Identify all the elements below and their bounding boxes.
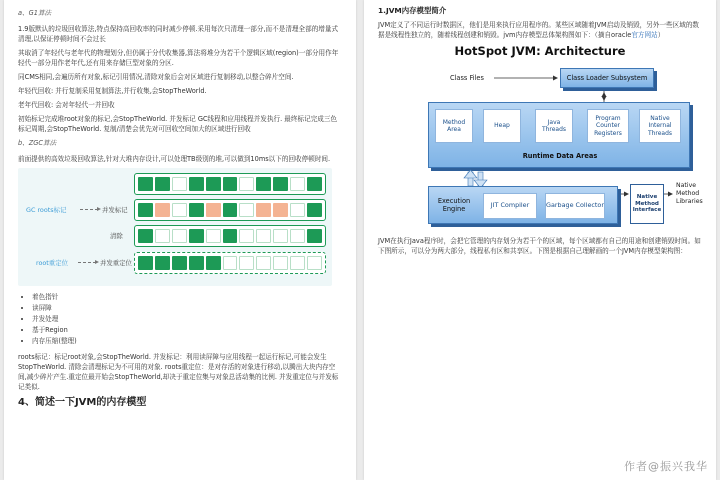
paragraph: 其取消了年轻代与老年代的物理划分,但仍属于分代收集器,算法将堆分为若干个逻辑区域(region)一部分用作年轻代一部分用作老年代,还有用来存储巨型对象的分区. [18, 49, 339, 67]
region-block [223, 256, 238, 270]
garbage-collector: Garbage Collector [545, 193, 605, 219]
region-block [290, 256, 305, 270]
region-block [138, 256, 153, 270]
paragraph: JVM在执行Java程序时，会把它管理的内存划分为若干个的区域，每个区域都有自己的用途和创建销毁时间。如下图所示，可以分为两大部分，线程私有区和共享区。下图是根据自己理解画的一个JVM内存模型架构图： [378, 237, 701, 255]
section-heading-jvm-memory: 4、简述一下JVM的内存模型 [18, 397, 147, 408]
region-block [290, 229, 305, 243]
region-block [172, 177, 187, 191]
region-block [138, 229, 153, 243]
class-loader-label: Class Loader Subsystem [566, 74, 648, 82]
paragraph: 同CMS相同,会遍历所有对象,标记引用情况,清除对象后会对区域进行复制移动,以整合碎片空间. [18, 73, 294, 81]
arrow [78, 262, 96, 263]
root-relocate-label: root重定位 [36, 259, 68, 267]
execution-engine [428, 186, 618, 224]
zgc-phase-diagram [18, 168, 332, 286]
region-block [256, 229, 271, 243]
heap-row-4 [134, 252, 326, 274]
region-block [307, 256, 322, 270]
region-block [172, 229, 187, 243]
section-g1-heading: a、G1算法 [18, 9, 52, 17]
gc-roots-mark-label: GC roots标记 [26, 206, 67, 214]
region-block [239, 256, 254, 270]
oracle-link[interactable]: 官方网站 [631, 31, 658, 39]
runtime-data-areas-label: Runtime Data Areas [522, 152, 598, 160]
region-block [155, 256, 170, 270]
region-block [307, 177, 322, 191]
native-internal-threads: Native Internal Threads [639, 109, 681, 143]
jvm-architecture-diagram [378, 44, 702, 230]
region-block [155, 229, 170, 243]
native-method-libraries-label: Native Method Libraries [676, 182, 703, 205]
region-block [189, 229, 204, 243]
paragraph: 前面提供的高效垃圾回收算法,针对大堆内存设计,可以处理TB级别的堆,可以做到10ms以下的回收停顿时间. [18, 155, 331, 163]
region-block [256, 177, 271, 191]
paragraph: 年轻代回收: 并行复制采用复制算法,并行收集,会StopTheWorld. [18, 87, 207, 95]
concurrent-relocate-label: 并发重定位 [100, 259, 132, 267]
region-block [239, 177, 254, 191]
heap-row-2 [134, 199, 326, 221]
region-block [189, 177, 204, 191]
region-block [206, 203, 221, 217]
clear-label: 清除 [110, 232, 123, 240]
concurrent-mark-label: 并发标记 [102, 206, 128, 214]
region-block [206, 256, 221, 270]
region-block [307, 229, 322, 243]
native-method-interface: Native Method Interface [630, 184, 664, 224]
heap: Heap [483, 109, 521, 143]
list-item: • 基于Region [32, 325, 342, 335]
heap-row-1 [134, 173, 326, 195]
heap-row-3 [134, 225, 326, 247]
list-item: • 着色指针 [32, 292, 342, 302]
region-block [307, 203, 322, 217]
region-block [155, 177, 170, 191]
paragraph-text: ） [657, 31, 665, 39]
region-block [223, 177, 238, 191]
region-block [138, 177, 153, 191]
region-block [256, 256, 271, 270]
region-block [273, 203, 288, 217]
execution-engine-label: Execution Engine [437, 197, 471, 213]
paragraph: 老年代回收: 会对年轻代一并回收 [18, 101, 115, 109]
region-block [256, 203, 271, 217]
paragraph-text: JVM定义了不同运行时数据区，他们是用来执行应用程序的。某些区域随着JVM启动及销毁，另外一些区域的数据是线程性独立的，随着线程创建和销毁。jvm内存模型总体架构图如下：（摘自oracle [378, 21, 700, 39]
region-block [239, 203, 254, 217]
region-block [155, 203, 170, 217]
region-block [172, 203, 187, 217]
paragraph: 初始标记完成堆root对象的标记,会StopTheWorld. 并发标记 GC线程和应用线程并发执行. 最终标记完成三色标记周期,会StopTheWorld. 复制/清楚会优先对可回收空间加大的区域进行回收 [18, 115, 338, 133]
section-zgc-heading: b、ZGC算法 [18, 139, 57, 147]
region-block [172, 256, 187, 270]
right-page [364, 0, 716, 480]
region-block [273, 177, 288, 191]
left-page [4, 0, 356, 480]
region-block [290, 177, 305, 191]
class-files-label: Class Files [450, 74, 484, 82]
region-block [223, 203, 238, 217]
list-item: • 并发处理 [32, 314, 342, 324]
region-block [206, 229, 221, 243]
list-item: • 读屏障 [32, 303, 342, 313]
arrowhead [464, 170, 477, 178]
section-heading: 1.JVM内存模型简介 [378, 6, 447, 15]
java-threads: Java Threads [535, 109, 573, 143]
region-block [189, 256, 204, 270]
list-item: • 内存压缩(整理) [32, 336, 342, 346]
diagram-title: HotSpot JVM: Architecture [454, 44, 626, 58]
paragraph [378, 20, 702, 40]
region-block [239, 229, 254, 243]
region-block [273, 229, 288, 243]
watermark: 作者@振兴我华 [624, 460, 708, 473]
program-counter-registers: Program Counter Registers [587, 109, 629, 143]
region-block [189, 203, 204, 217]
region-block [273, 256, 288, 270]
region-block [223, 229, 238, 243]
jit-compiler: JIT Compiler [483, 193, 537, 219]
method-area: Method Area [435, 109, 473, 143]
region-block [290, 203, 305, 217]
paragraph: roots标记：标记root对象,会StopTheWorld. 并发标记：利用读屏障与应用线程一起运行标记,可能会发生StopTheWorld. 清除会清理标记为不可用的对象. roots重定位：是对存活的对象进行移动,以腾出大块内存空间,减少碎片产生.重定位最开始会StopTheWorld,却决于重定位集与对象总活动集的比例. 并发重定位与并发标记类似. [18, 353, 339, 391]
paragraph: 1.9版默认的垃圾回收算法,特点保持高回收率的同时减少停顿.采用每次只清理一部分,而不是清理全部的增量式清理,以保证停顿时间不会过长 [18, 25, 339, 43]
region-block [206, 177, 221, 191]
region-block [138, 203, 153, 217]
zgc-feature-list [18, 292, 342, 346]
arrow [80, 209, 98, 210]
